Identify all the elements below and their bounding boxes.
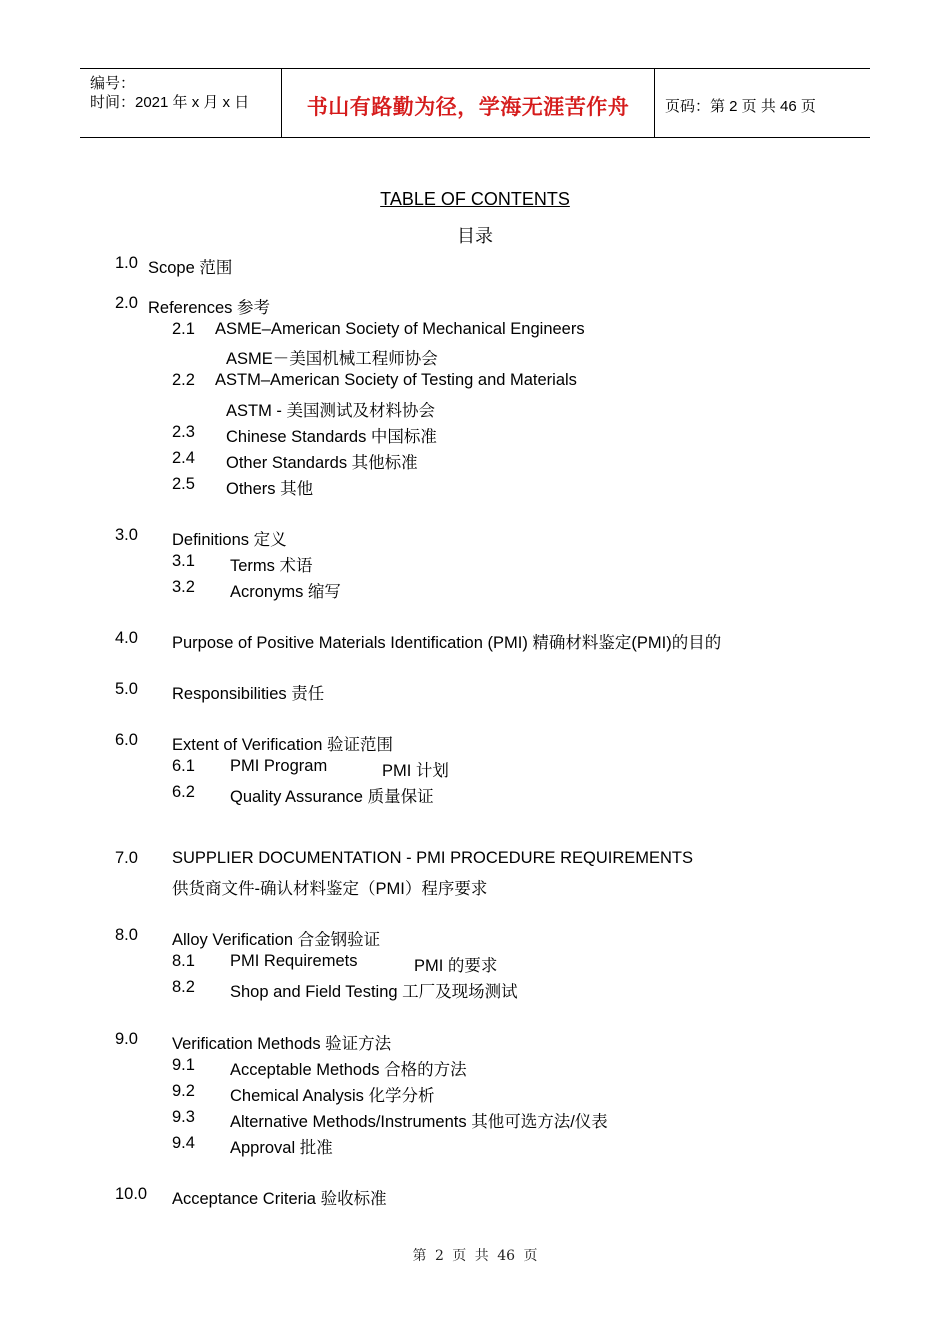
header-center-cell	[282, 69, 655, 137]
toc-entry-cn: PMI 计划	[382, 762, 449, 780]
toc-num: 9.4	[172, 1134, 195, 1152]
toc-num: 5.0	[115, 680, 138, 698]
toc-num: 7.0	[115, 849, 138, 867]
header-left-cell	[80, 69, 282, 137]
toc-num: 2.2	[172, 371, 195, 389]
toc-entry: Verification Methods 验证方法	[172, 1035, 392, 1053]
toc-entry: Other Standards 其他标准	[226, 454, 418, 472]
toc-num: 2.1	[172, 320, 195, 338]
toc-entry: Others 其他	[226, 480, 314, 498]
toc-num: 3.2	[172, 578, 195, 596]
toc-entry: Definitions 定义	[172, 531, 287, 549]
toc-entry: Acronyms 缩写	[230, 583, 341, 601]
toc-num: 8.1	[172, 952, 195, 970]
toc-num: 3.1	[172, 552, 195, 570]
toc-entry: Purpose of Positive Materials Identification (PMI) 精确材料鉴定(PMI)的目的	[172, 634, 722, 652]
toc-num: 10.0	[115, 1185, 148, 1203]
toc-num: 6.0	[115, 731, 138, 749]
toc-num: 6.2	[172, 783, 195, 801]
toc-entry: SUPPLIER DOCUMENTATION - PMI PROCEDURE REQUIREMENTS	[172, 849, 694, 867]
toc-entry: Quality Assurance 质量保证	[230, 788, 434, 806]
toc-entry-cn: ASME－美国机械工程师协会	[226, 350, 438, 368]
toc-entry: Terms 术语	[230, 557, 313, 575]
time-label: 时间：2021 年 x 月 x 日	[90, 94, 250, 111]
toc-title: TABLE OF CONTENTS	[380, 189, 570, 209]
toc-num: 8.0	[115, 926, 138, 944]
toc-entry: Acceptable Methods 合格的方法	[230, 1061, 467, 1079]
toc-num: 1.0	[115, 254, 138, 272]
toc-num: 9.2	[172, 1082, 195, 1100]
toc-num: 9.1	[172, 1056, 195, 1074]
toc-entry-cn: PMI 的要求	[414, 957, 498, 975]
toc-entry: Responsibilities 责任	[172, 685, 325, 703]
motto-text: 书山有路勤为径，学海无涯苦作舟	[306, 94, 630, 119]
page-label: 页码：第 2 页 共 46 页	[665, 98, 816, 115]
number-label: 编号：	[90, 75, 136, 92]
toc-entry: Approval 批准	[230, 1139, 333, 1157]
toc-entry: ASTM–American Society of Testing and Materials	[215, 371, 577, 389]
toc-num: 2.4	[172, 449, 195, 467]
toc-entry-cn: ASTM - 美国测试及材料协会	[226, 402, 435, 420]
toc-entry: Alternative Methods/Instruments 其他可选方法/仪表	[230, 1113, 608, 1131]
toc-entry: PMI Program	[230, 757, 328, 775]
toc-entry: Chinese Standards 中国标准	[226, 428, 437, 446]
toc-num: 4.0	[115, 629, 138, 647]
page-footer: 第 2 页 共 46 页	[412, 1248, 538, 1264]
toc-num: 9.3	[172, 1108, 195, 1126]
toc-entry: Shop and Field Testing 工厂及现场测试	[230, 983, 518, 1001]
toc-entry: Chemical Analysis 化学分析	[230, 1087, 435, 1105]
toc-entry: References 参考	[148, 299, 270, 317]
toc-num: 2.5	[172, 475, 195, 493]
toc-num: 9.0	[115, 1030, 138, 1048]
toc-subtitle: 目录	[457, 226, 493, 246]
toc-entry: Acceptance Criteria 验收标准	[172, 1190, 387, 1208]
toc-num: 3.0	[115, 526, 138, 544]
toc-entry: Alloy Verification 合金钢验证	[172, 931, 381, 949]
header-table	[80, 68, 870, 138]
toc-num: 8.2	[172, 978, 195, 996]
toc-num: 2.3	[172, 423, 195, 441]
toc-entry: Scope 范围	[148, 259, 233, 277]
toc-entry: Extent of Verification 验证范围	[172, 736, 394, 754]
toc-entry-cn: 供货商文件-确认材料鉴定（PMI）程序要求	[172, 880, 488, 898]
toc-num: 2.0	[115, 294, 138, 312]
toc-entry: ASME–American Society of Mechanical Engineers	[215, 320, 585, 338]
toc-num: 6.1	[172, 757, 195, 775]
header-right-cell	[655, 69, 870, 137]
toc-entry: PMI Requiremets	[230, 952, 358, 970]
